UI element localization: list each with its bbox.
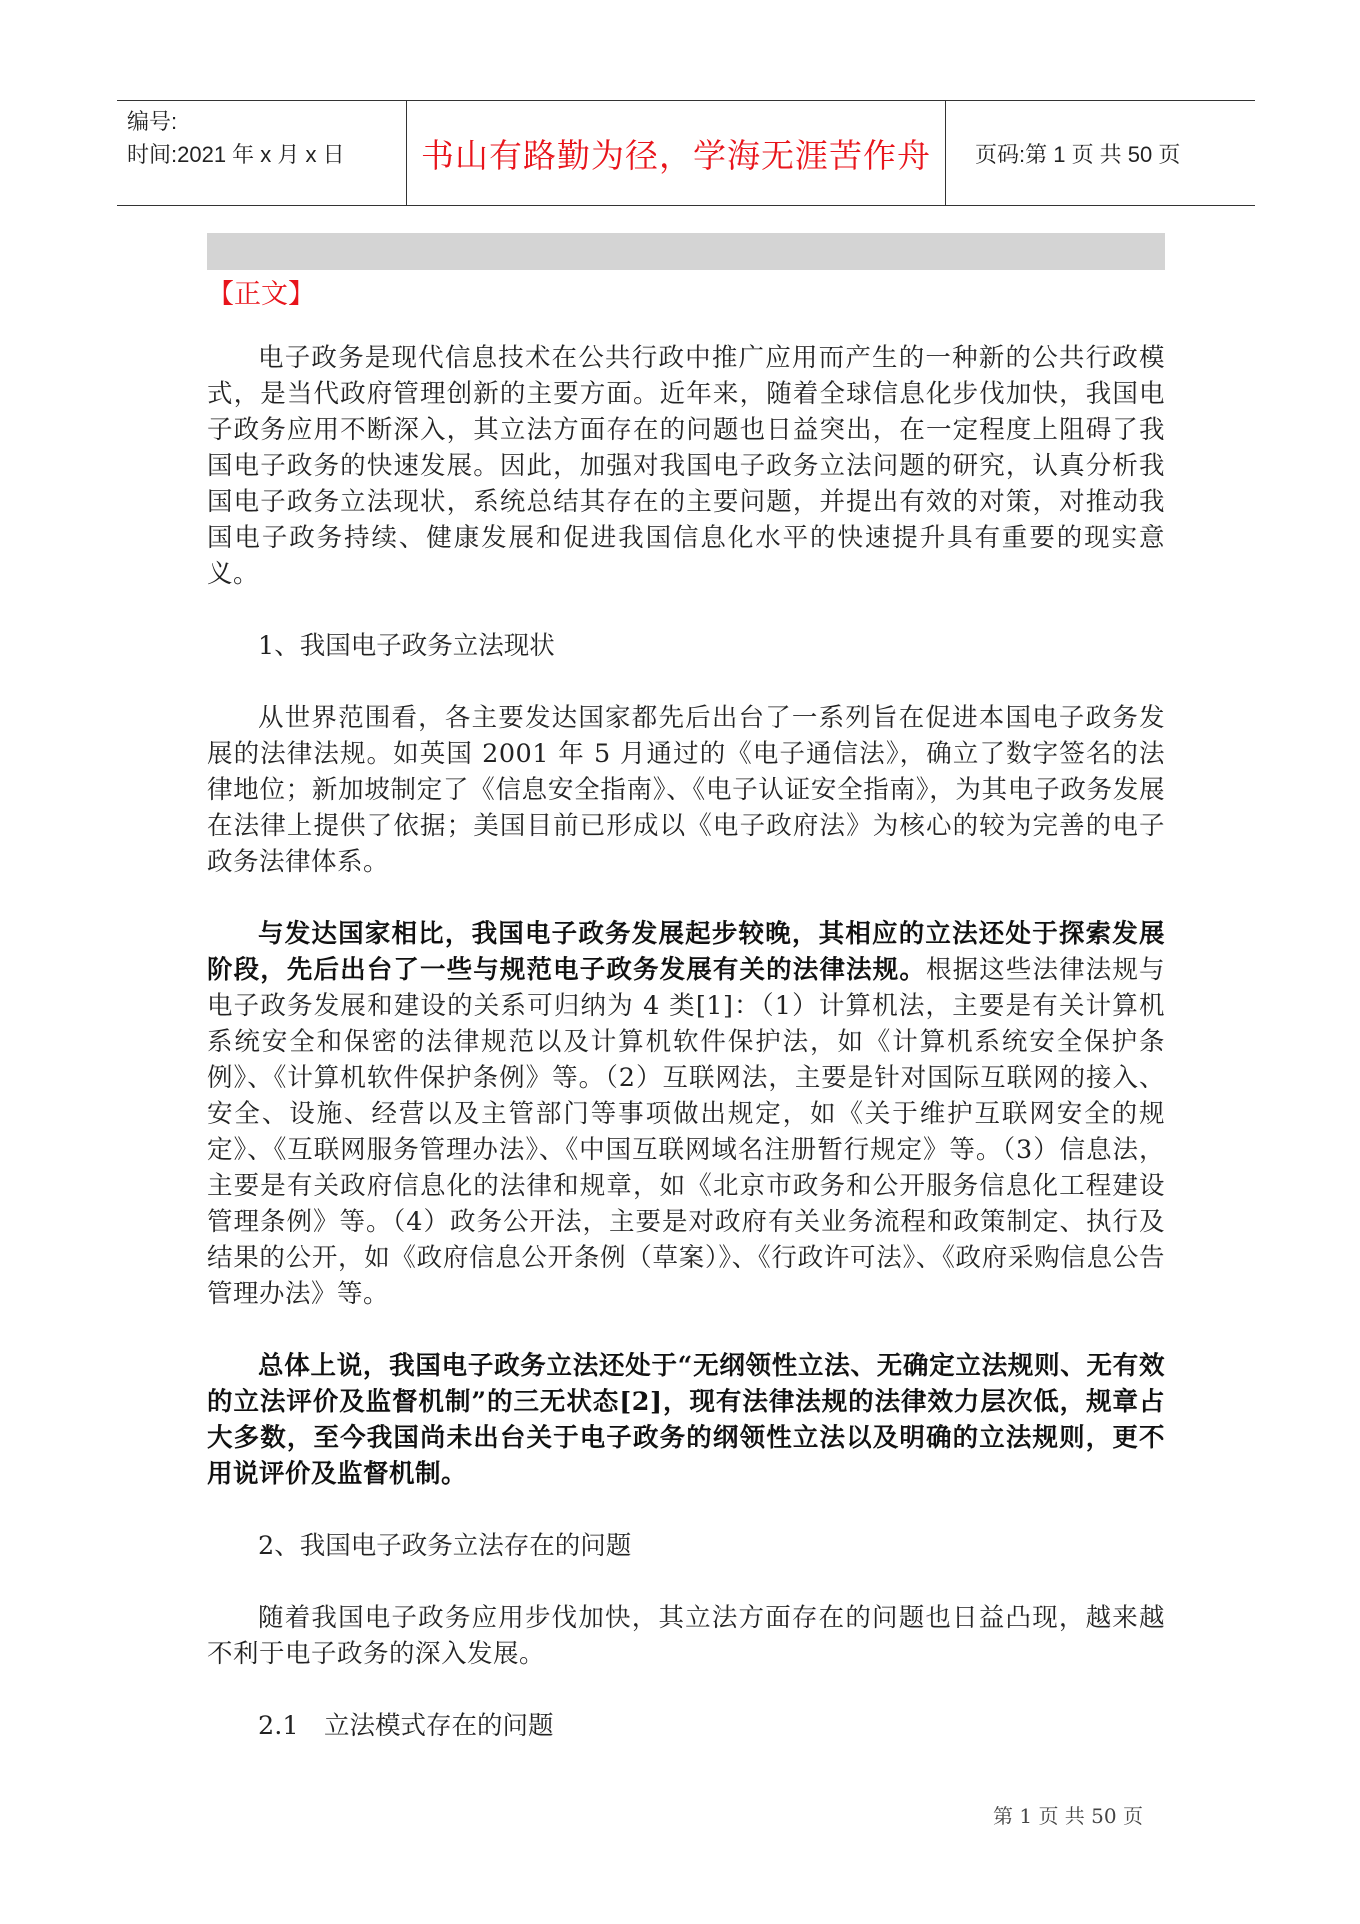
paragraph-summary xyxy=(207,1348,1165,1492)
paragraph-china-laws xyxy=(207,916,1165,1312)
header-motto: 书山有路勤为径，学海无涯苦作舟 xyxy=(406,101,946,205)
page-footer: 第 1 页 共 50 页 xyxy=(993,1804,1143,1828)
bold-summary-text: 总体上说，我国电子政务立法还处于“无纲领性立法、无确定立法规则、无有效的立法评价及监督机制”的三无状态[2]，现有法律法规的法律效力层次低，规章占大多数，至今我国尚未出台关于电子政务的纲领性立法以及明确的立法规则，更不用说评价及监督机制。 xyxy=(207,1351,1165,1489)
subsection-heading-2-1: 2.1 立法模式存在的问题 xyxy=(258,1711,554,1741)
time-label: 时间:2021 年 x 月 x 日 xyxy=(127,142,345,167)
bold-lead-text: 与发达国家相比，我国电子政务发展起步较晚，其相应的立法还处于探索发展阶段，先后出台了一些与规范电子政务发展有关的法律法规。 xyxy=(207,919,1165,985)
header-meta xyxy=(117,101,417,209)
paragraph-problems: 随着我国电子政务应用步伐加快，其立法方面存在的问题也日益凸现，越来越不利于电子政务的深入发展。 xyxy=(207,1603,1165,1669)
paragraph-intro: 电子政务是现代信息技术在公共行政中推广应用而产生的一种新的公共行政模式，是当代政府管理创新的主要方面。近年来，随着全球信息化步伐加快，我国电子政务应用不断深入，其立法方面存在的问题也日益突出，在一定程度上阻碍了我国电子政务的快速发展。因此，加强对我国电子政务立法问题的研究，认真分析我国电子政务立法现状，系统总结其存在的主要问题，并提出有效的对策，对推动我国电子政务持续、健康发展和促进我国信息化水平的快速提升具有重要的现实意义。 xyxy=(207,343,1165,589)
section-heading-1: 1、我国电子政务立法现状 xyxy=(258,631,555,661)
document-body xyxy=(207,340,1165,1744)
gray-divider-bar xyxy=(207,233,1165,270)
paragraph-continuation: 根据这些法律法规与电子政务发展和建设的关系可归纳为 4 类[1]：（1）计算机法，主要是有关计算机系统安全和保密的法律规范以及计算机软件保护法，如《计算机系统安全保护条例》、《计算机软件保护条例》等。（2）互联网法，主要是针对国际互联网的接入、安全、设施、经营以及主管部门等事项做出规定，如《关于维护互联网安全的规定》、《互联网服务管理办法》、《中国互联网域名注册暂行规定》等。（3）信息法，主要是有关政府信息化的法律和规章，如《北京市政务和公开服务信息化工程建设管理条例》等。（4）政务公开法，主要是对政府有关业务流程和政策制定、执行及结果的公开，如《政府信息公开条例（草案）》、《行政许可法》、《政府采购信息公告管理办法》等。 xyxy=(207,955,1165,1309)
page-header xyxy=(117,100,1255,206)
number-label: 编号: xyxy=(127,109,178,134)
header-page-info: 页码:第 1 页 共 50 页 xyxy=(975,141,1181,167)
section-heading-2: 2、我国电子政务立法存在的问题 xyxy=(258,1531,632,1561)
section-tag: 【正文】 xyxy=(207,279,315,310)
paragraph-world: 从世界范围看，各主要发达国家都先后出台了一系列旨在促进本国电子政务发展的法律法规。如英国 2001 年 5 月通过的《电子通信法》，确立了数字签名的法律地位；新加坡制定了《信息安全指南》、《电子认证安全指南》，为其电子政务发展在法律上提供了依据；美国目前已形成以《电子政府法》为核心的较为完善的电子政务法律体系。 xyxy=(207,703,1165,877)
